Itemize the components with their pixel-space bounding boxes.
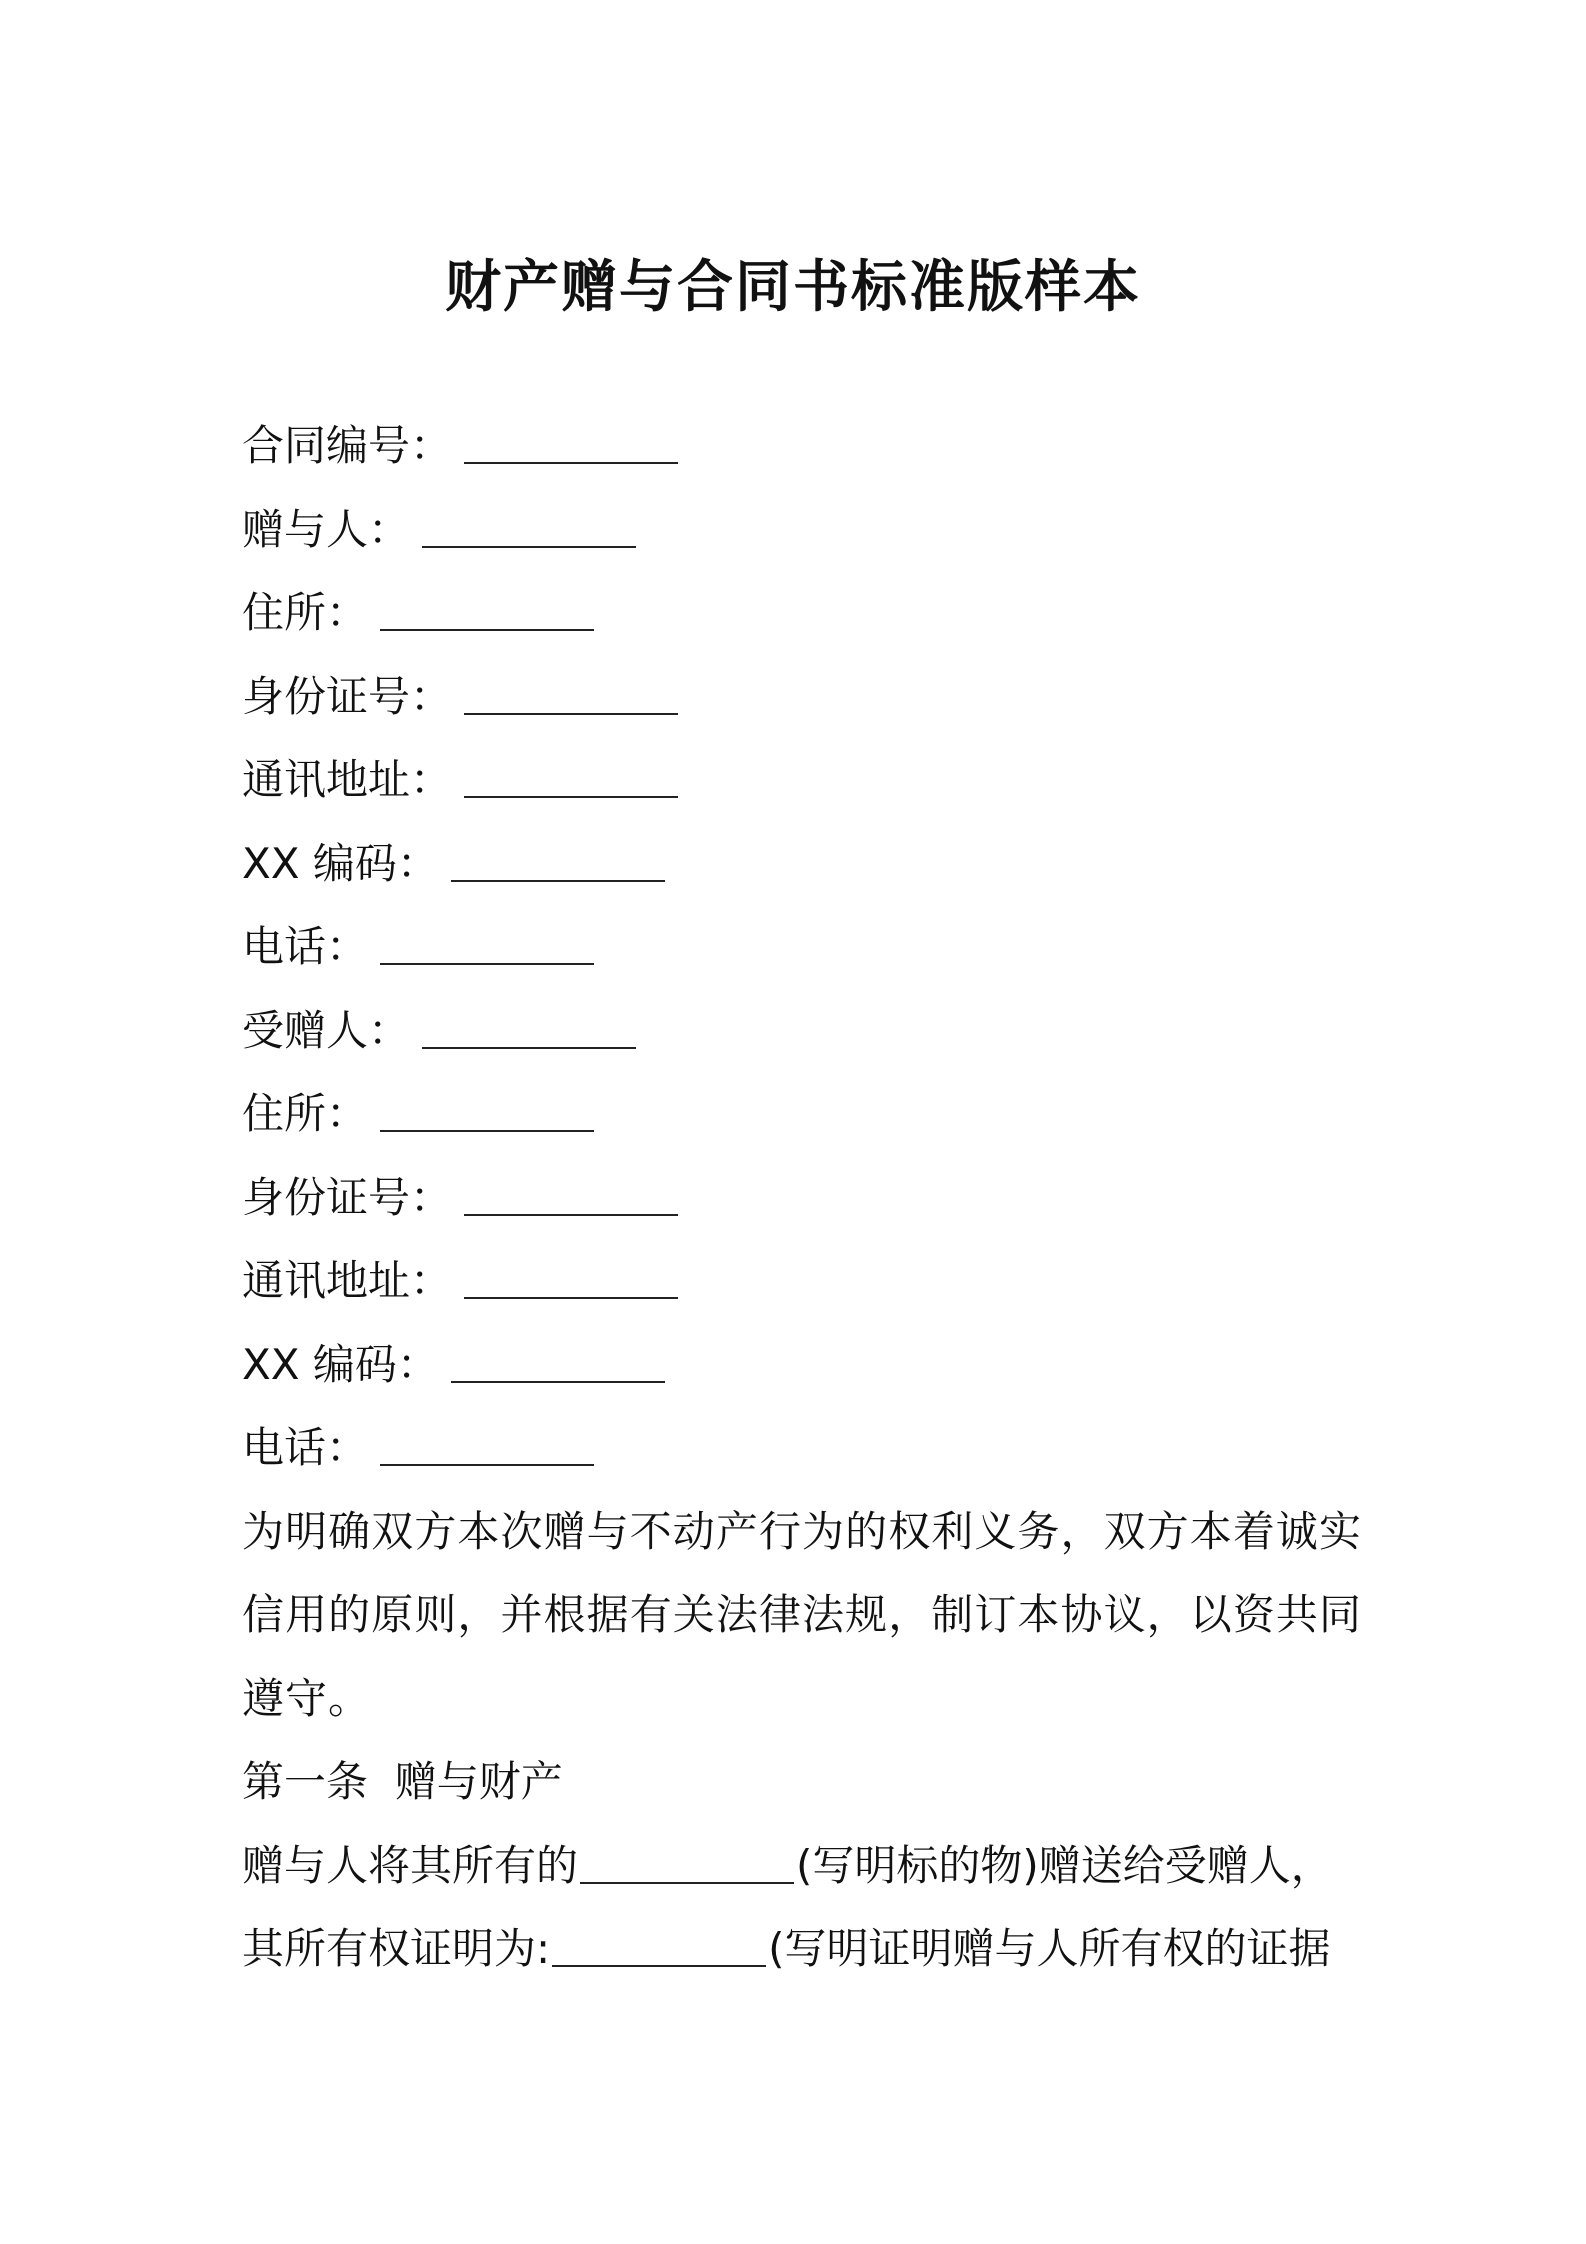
field-label: 住所： [242,588,369,637]
field-contract-number [242,404,1362,488]
field-donor-address [242,738,1362,822]
fill-in-blank[interactable] [422,1007,636,1049]
field-label: 赠与人： [242,504,411,554]
article-text: (写明标的物)赠送给受赠人， [796,1840,1333,1890]
fill-in-blank[interactable] [451,1341,665,1383]
field-donee-phone [242,1406,1362,1490]
field-label: 住所： [242,1089,369,1138]
field-label: XX 编码： [242,1339,439,1389]
article-1-line-2 [242,1907,1362,1991]
fill-in-blank[interactable] [380,923,594,965]
field-donor [242,488,1362,572]
field-label: 合同编号： [242,421,453,470]
fill-in-blank[interactable] [552,1925,766,1967]
article-text: 其所有权证明为: [242,1924,551,1973]
field-label: 电话： [242,1423,369,1472]
field-label: 通讯地址： [242,755,453,804]
field-label: XX 编码： [242,838,439,888]
fill-in-blank[interactable] [422,506,636,548]
fill-in-blank[interactable] [451,840,665,882]
field-label: 电话： [242,922,369,971]
fill-in-blank[interactable] [464,673,678,715]
article-text: 赠与人将其所有的 [242,1840,579,1890]
preamble-paragraph: 为明确双方本次赠与不动产行为的权利义务，双方本着诚实信用的原则，并根据有关法律法规，制订本协议，以资共同遵守。 [242,1506,1362,1723]
field-label: 身份证号： [242,671,453,721]
field-donor-phone [242,905,1362,989]
field-label: 受赠人： [242,1005,411,1055]
field-donor-residence [242,571,1362,655]
fill-in-blank[interactable] [380,1090,594,1132]
field-donee-address [242,1239,1362,1323]
field-donee [242,989,1362,1073]
field-label: 通讯地址： [242,1256,453,1305]
article-1-line-1 [242,1824,1362,1908]
fill-in-blank[interactable] [464,1174,678,1216]
fill-in-blank[interactable] [464,422,678,464]
document-title: 财产赠与合同书标准版样本 [445,255,1141,320]
field-donee-id [242,1156,1362,1240]
article-text: (写明证明赠与人所有权的证据 [768,1924,1331,1973]
fill-in-blank[interactable] [580,1842,794,1884]
field-donee-residence [242,1072,1362,1156]
field-donor-postcode [242,822,1362,906]
field-donor-id [242,655,1362,739]
fill-in-blank[interactable] [464,756,678,798]
field-label: 身份证号： [242,1172,453,1222]
fill-in-blank[interactable] [380,589,594,631]
fill-in-blank[interactable] [464,1257,678,1299]
article-1-heading: 第一条 赠与财产 [242,1757,563,1806]
contract-body [242,404,1362,1991]
field-donee-postcode [242,1323,1362,1407]
fill-in-blank[interactable] [380,1424,594,1466]
